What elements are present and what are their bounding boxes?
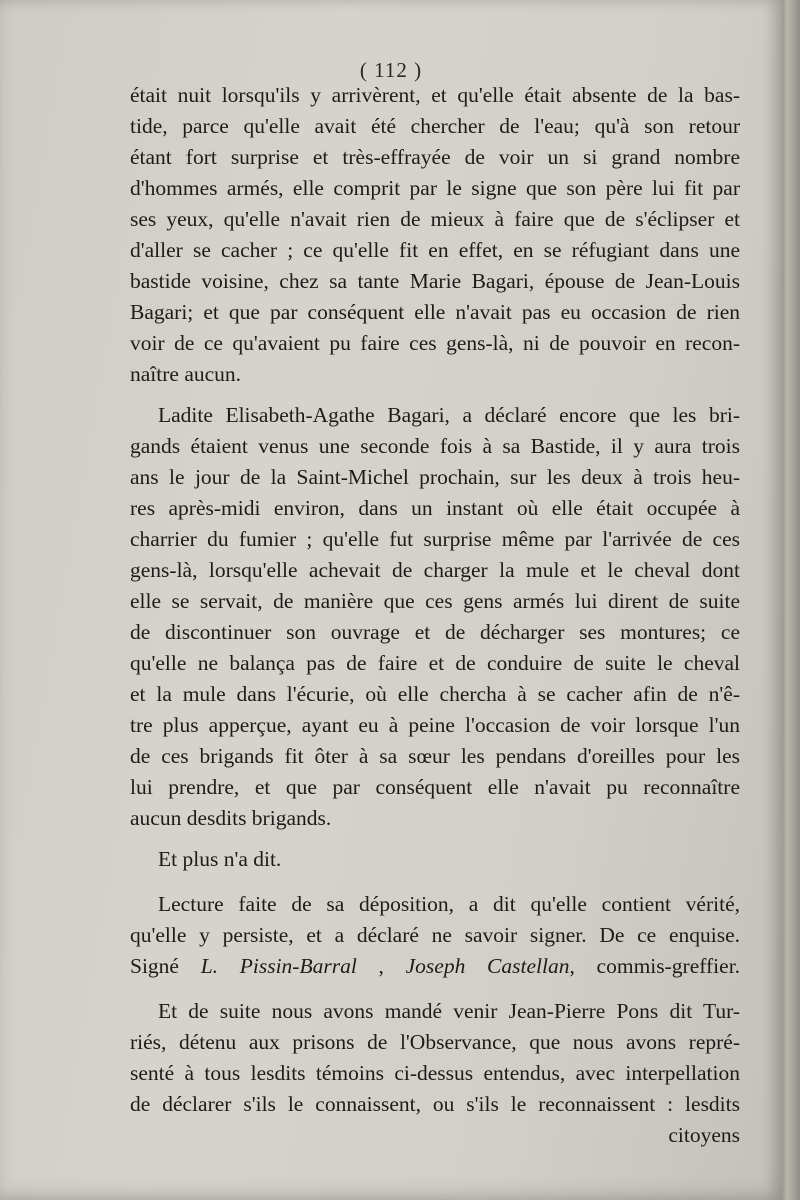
page-number: ( 112 ) xyxy=(359,58,423,82)
text-line: Ladite Elisabeth-Agathe Bagari, a déclaré encore que les bri- xyxy=(158,403,740,427)
text-line: d'hommes armés, elle comprit par le signe que son père lui fit par xyxy=(130,176,740,200)
paragraph-1 xyxy=(130,80,740,390)
text-line: de ces brigands fit ôter à sa sœur les pendans d'oreilles pour les xyxy=(130,744,740,768)
signer-name-2: Joseph Castellan xyxy=(405,954,570,978)
text-line: Bagari; et que par conséquent elle n'avait pas eu occasion de rien xyxy=(130,300,740,324)
signature-line xyxy=(130,951,740,982)
paragraph-3 xyxy=(130,844,740,875)
text-line: ans le jour de la Saint-Michel prochain, sur les deux à trois heu- xyxy=(130,465,740,489)
signature-suffix: , commis-greffier. xyxy=(569,954,740,978)
text-line: tre plus apperçue, ayant eu à peine l'occasion de voir lorsque l'un xyxy=(130,713,740,737)
page-edge xyxy=(782,0,800,1200)
paragraph-2 xyxy=(130,400,740,834)
text-line: tide, parce qu'elle avait été chercher de l'eau; qu'à son retour xyxy=(130,114,740,138)
text-line: elle se servait, de manière que ces gens armés lui dirent de suite xyxy=(130,589,740,613)
signer-name-1: L. Pissin-Barral xyxy=(200,954,357,978)
text-line: et la mule dans l'écurie, où elle chercha à se cacher afin de n'ê- xyxy=(130,682,740,706)
text-line: qu'elle y persiste, et a déclaré ne savoir signer. De ce enquise. xyxy=(130,923,740,947)
text-line: d'aller se cacher ; ce qu'elle fit en effet, en se réfugiant dans une xyxy=(130,238,740,262)
text-line: ses yeux, qu'elle n'avait rien de mieux à faire que de s'éclipser et xyxy=(130,207,740,231)
text-line: res après-midi environ, dans un instant où elle était occupée à xyxy=(130,496,740,520)
signature-separator: , xyxy=(378,954,384,978)
body-text xyxy=(130,80,740,1151)
text-line: lui prendre, et que par conséquent elle n'avait pu reconnaître xyxy=(130,775,740,799)
text-line: de discontinuer son ouvrage et de décharger ses montures; ce xyxy=(130,620,740,644)
text-line: Et de suite nous avons mandé venir Jean-Pierre Pons dit Tur- xyxy=(158,999,740,1023)
text-line: riés, détenu aux prisons de l'Observance, que nous avons repré- xyxy=(130,1030,740,1054)
text-line: gens-là, lorsqu'elle achevait de charger la mule et le cheval dont xyxy=(130,558,740,582)
text-line: senté à tous lesdits témoins ci-dessus entendus, avec interpellation xyxy=(130,1061,740,1085)
text-line: Et plus n'a dit. xyxy=(158,847,282,871)
text-line: gands étaient venus une seconde fois à sa Bastide, il y aura trois xyxy=(130,434,740,458)
text-line: de déclarer s'ils le connaissent, ou s'ils le reconnaissent : lesdits xyxy=(130,1092,740,1116)
text-line: aucun desdits brigands. xyxy=(130,806,332,830)
paragraph-4 xyxy=(130,889,740,982)
text-line: étant fort surprise et très-effrayée de voir un si grand nombre xyxy=(130,145,740,169)
catchword: citoyens xyxy=(668,1123,740,1147)
text-line: bastide voisine, chez sa tante Marie Bagari, épouse de Jean-Louis xyxy=(130,269,740,293)
text-line: était nuit lorsqu'ils y arrivèrent, et qu'elle était absente de la bas- xyxy=(130,83,740,107)
text-line: qu'elle ne balança pas de faire et de conduire de suite le cheval xyxy=(130,651,740,675)
text-line: Lecture faite de sa déposition, a dit qu'elle contient vérité, xyxy=(158,892,740,916)
paragraph-5 xyxy=(130,996,740,1151)
text-line: charrier du fumier ; qu'elle fut surprise même par l'arrivée de ces xyxy=(130,527,740,551)
text-line: voir de ce qu'avaient pu faire ces gens-là, ni de pouvoir en recon- xyxy=(130,331,740,355)
text-line: naître aucun. xyxy=(130,362,242,386)
signature-prefix: Signé xyxy=(130,954,179,978)
